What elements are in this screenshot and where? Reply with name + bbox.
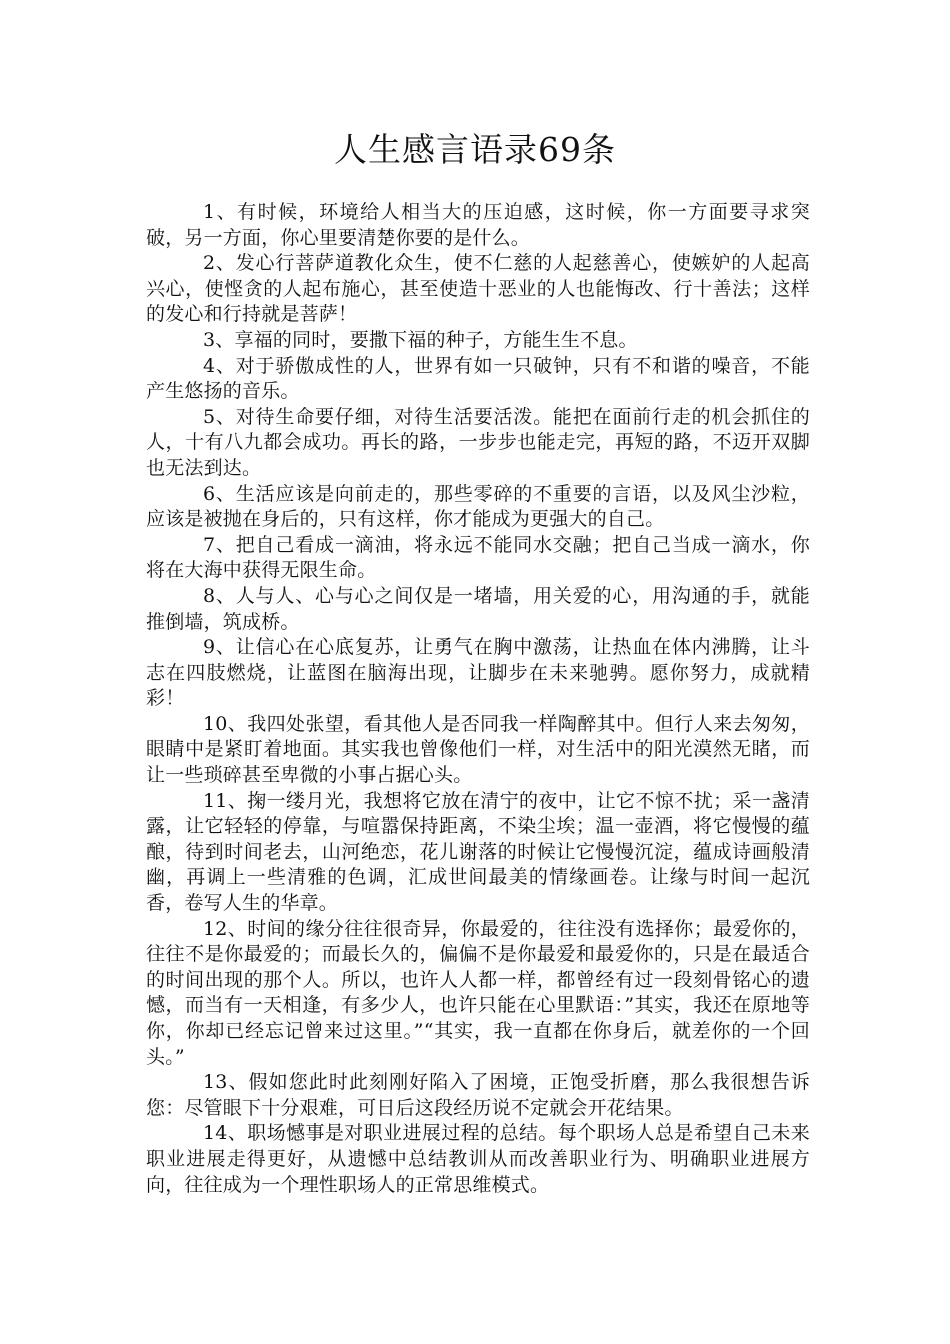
paragraph-6: 6、生活应该是向前走的，那些零碎的不重要的言语，以及风尘沙粒，应该是被抛在身后的，只有这样，你才能成为更强大的自己。 xyxy=(146,482,810,531)
paragraph-2: 2、发心行菩萨道教化众生，使不仁慈的人起慈善心，使嫉妒的人起高兴心，使悭贪的人起布施心，甚至使造十恶业的人也能悔改、行十善法；这样的发心和行持就是菩萨！ xyxy=(146,252,810,326)
paragraph-5: 5、对待生命要仔细，对待生活要活泼。能把在面前行走的机会抓住的人，十有八九都会成功。再长的路，一步步也能走完，再短的路，不迈开双脚也无法到达。 xyxy=(146,405,810,479)
paragraph-7: 7、把自己看成一滴油，将永远不能同水交融；把自己当成一滴水，你将在大海中获得无限生命。 xyxy=(146,533,810,582)
paragraph-12: 12、时间的缘分往往很奇异，你最爱的，往往没有选择你；最爱你的，往往不是你最爱的；而最长久的，偏偏不是你最爱和最爱你的，只是在最适合的时间出现的那个人。所以，也许人人都一样，都曾经有过一段刻骨铭心的遗憾，而当有一天相逢，有多少人，也许只能在心里默语：”其实，我还在原地等你，你却已经忘记曾来过这里。”“其实，我一直都在你身后，就差你的一个回头。” xyxy=(146,917,810,1068)
page-title: 人生感言语录69条 xyxy=(334,130,616,169)
paragraph-4: 4、对于骄傲成性的人，世界有如一只破钟，只有不和谐的噪音，不能产生悠扬的音乐。 xyxy=(146,354,810,403)
paragraph-9: 9、让信心在心底复苏，让勇气在胸中激荡，让热血在体内沸腾，让斗志在四肢燃烧，让蓝图在脑海出现，让脚步在未来驰骋。愿你努力，成就精彩！ xyxy=(146,636,810,710)
paragraph-10: 10、我四处张望，看其他人是否同我一样陶醉其中。但行人来去匆匆，眼睛中是紧盯着地面。其实我也曾像他们一样，对生活中的阳光漠然无睹，而让一些琐碎甚至卑微的小事占据心头。 xyxy=(146,712,810,787)
paragraph-3: 3、享福的同时，要撒下福的种子，方能生生不息。 xyxy=(203,328,638,351)
paragraph-11: 11、掬一缕月光，我想将它放在清宁的夜中，让它不惊不扰；采一盏清露，让它轻轻的停靠，与喧嚣保持距离，不染尘埃；温一壶酒，将它慢慢的蕴酿，待到时间老去，山河绝恋，花儿谢落的时候让它慢慢沉淀，蕴成诗画般清幽，再调上一些清雅的色调，汇成世间最美的情缘画卷。让缘与时间一起沉香，卷写人生的华章。 xyxy=(146,789,810,915)
paragraph-8: 8、人与人、心与心之间仅是一堵墙，用关爱的心，用沟通的手，就能推倒墙，筑成桥。 xyxy=(146,584,810,633)
paragraph-14: 14、职场憾事是对职业进展过程的总结。每个职场人总是希望自己未来职业进展走得更好，从遗憾中总结教训从而改善职业行为、明确职业进展方向，往往成为一个理性职场人的正常思维模式。 xyxy=(146,1122,810,1196)
paragraph-13: 13、假如您此时此刻刚好陷入了困境，正饱受折磨，那么我很想告诉您：尽管眼下十分艰难，可日后这段经历说不定就会开花结果。 xyxy=(146,1071,810,1119)
document-body xyxy=(146,200,810,1198)
paragraph-1: 1、有时候，环境给人相当大的压迫感，这时候，你一方面要寻求突破，另一方面，你心里要清楚你要的是什么。 xyxy=(146,201,810,249)
